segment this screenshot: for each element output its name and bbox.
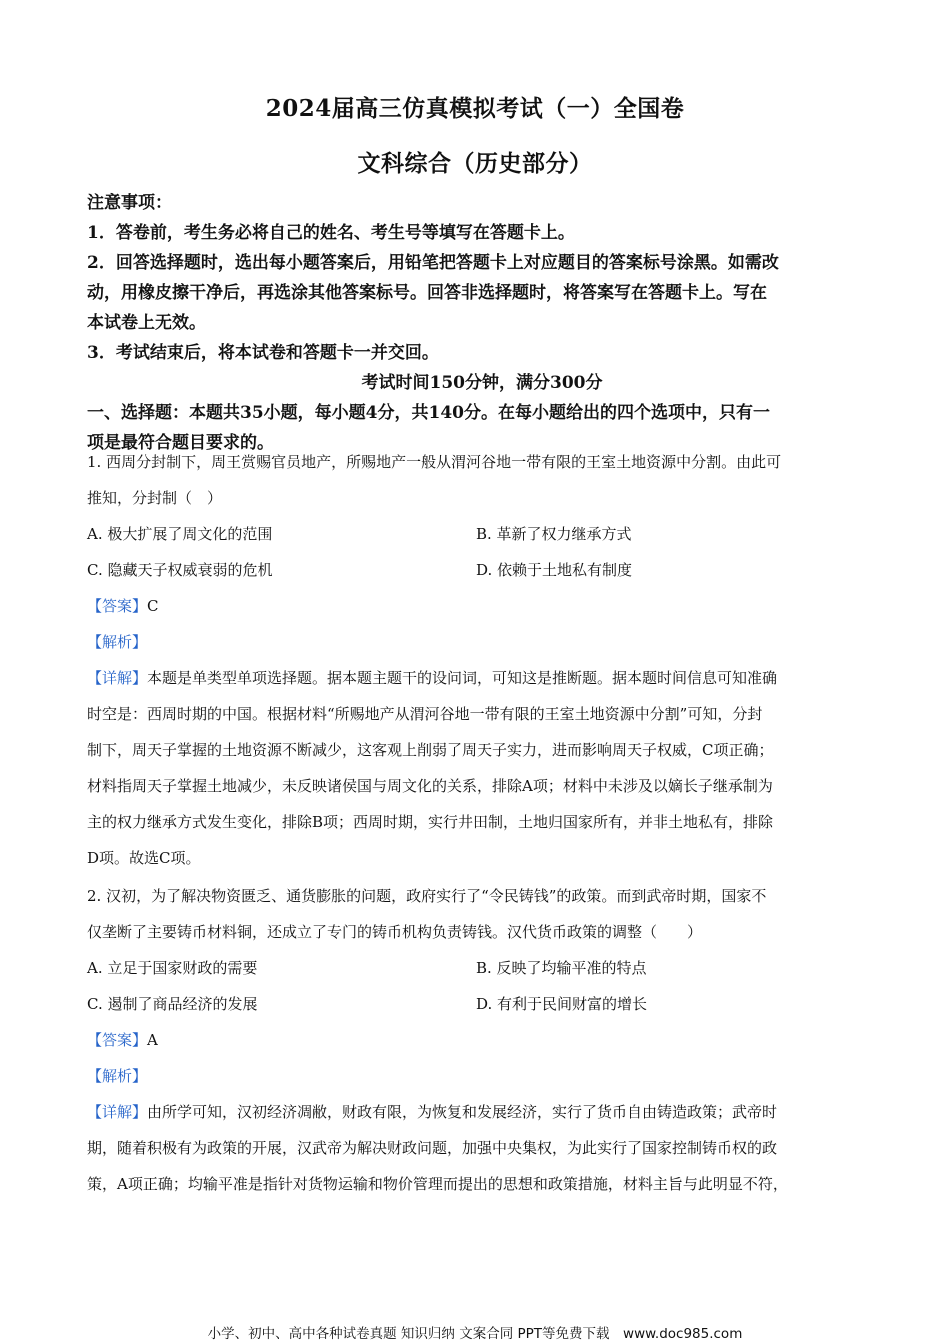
exam-title: 2024届高三仿真模拟考试（一）全国卷 xyxy=(265,95,685,122)
notice-item-1: 1．答卷前，考生务必将自己的姓名、考生号等填写在答题卡上。 xyxy=(87,223,575,243)
q2-detail-line-2: 期，随着积极有为政策的开展，汉武帝为解决财政问题，加强中央集权，为此实行了国家控制铸币权的政 xyxy=(87,1139,778,1157)
q2-answer-line xyxy=(87,1022,877,1058)
q1-stem-line-2: 推知，分封制（ ） xyxy=(87,489,223,507)
exam-time: 考试时间150分钟，满分300分 xyxy=(361,373,603,393)
q2-detail-tag: 【详解】 xyxy=(87,1103,148,1121)
q2-option-b: B. 反映了均输平准的特点 xyxy=(476,959,647,977)
q1-detail-tag: 【详解】 xyxy=(87,669,148,687)
q1-answer: C xyxy=(147,597,159,615)
q1-option-a: A. 极大扩展了周文化的范围 xyxy=(87,525,273,543)
notice-item-2-line-3: 本试卷上无效。 xyxy=(87,313,206,333)
q2-stem-line-2: 仅垄断了主要铸币材料铜，还成立了专门的铸币机构负责铸钱。汉代货币政策的调整（ ） xyxy=(87,923,703,941)
q1-stem-line-1: 1. 西周分封制下，周王赏赐官员地产，所赐地产一般从渭河谷地一带有限的王室土地资源中分割。由此可 xyxy=(87,453,782,471)
exam-subtitle: 文科综合（历史部分） xyxy=(357,150,593,177)
q1-analysis-tag: 【解析】 xyxy=(87,633,148,651)
q2-option-c: C. 遏制了商品经济的发展 xyxy=(87,995,258,1013)
q2-answer-tag: 【答案】 xyxy=(87,1031,148,1049)
notice-item-2-line-1: 2．回答选择题时，选出每小题答案后，用铅笔把答题卡上对应题目的答案标号涂黑。如需改 xyxy=(87,253,779,273)
q1-answer-line xyxy=(87,588,877,624)
q1-options-row-1 xyxy=(87,516,877,552)
section-heading-line-1: 一、选择题：本题共35小题，每小题4分，共140分。在每小题给出的四个选项中，只有一 xyxy=(87,403,770,423)
q1-option-b: B. 革新了权力继承方式 xyxy=(476,525,632,543)
q2-answer: A xyxy=(147,1031,158,1049)
q1-options-row-2 xyxy=(87,552,877,588)
question-1 xyxy=(87,444,877,876)
q1-detail-line-5: 主的权力继承方式发生变化，排除B项；西周时期，实行井田制，土地归国家所有，并非土地私有，排除 xyxy=(87,813,774,831)
q2-analysis-line xyxy=(87,1058,877,1094)
q1-answer-tag: 【答案】 xyxy=(87,597,148,615)
q2-options-row-1 xyxy=(87,950,877,986)
q1-option-c: C. 隐藏天子权威衰弱的危机 xyxy=(87,561,273,579)
q1-option-d: D. 依赖于土地私有制度 xyxy=(476,561,633,579)
q1-detail-line-4: 材料指周天子掌握土地减少，未反映诸侯国与周文化的关系，排除A项；材料中未涉及以嫡长子继承制为 xyxy=(87,777,773,795)
q2-detail-line-1: 【详解】由所学可知，汉初经济凋敝，财政有限，为恢复和发展经济，实行了货币自由铸造政策；武帝时 xyxy=(87,1103,778,1121)
q2-detail-line-3: 策，A项正确；均输平准是指针对货物运输和物价管理而提出的思想和政策措施，材料主旨与此明显不符， xyxy=(87,1175,788,1193)
notice-item-2-line-2: 动，用橡皮擦干净后，再选涂其他答案标号。回答非选择题时，将答案写在答题卡上。写在 xyxy=(87,283,767,303)
notice-section xyxy=(87,188,877,458)
page-footer: 小学、初中、高中各种试卷真题 知识归纳 文案合同 PPT等免费下载 www.doc985.com xyxy=(207,1326,743,1342)
q2-option-a: A. 立足于国家财政的需要 xyxy=(87,959,258,977)
q2-analysis-tag: 【解析】 xyxy=(87,1067,148,1085)
q2-option-d: D. 有利于民间财富的增长 xyxy=(476,995,648,1013)
q1-analysis-line xyxy=(87,624,877,660)
notice-item-3: 3．考试结束后，将本试卷和答题卡一并交回。 xyxy=(87,343,439,363)
q2-options-row-2 xyxy=(87,986,877,1022)
q1-detail-line-2: 时空是：西周时期的中国。根据材料“所赐地产从渭河谷地一带有限的王室土地资源中分割”可知，分封 xyxy=(87,705,763,723)
q1-detail-line-1: 【详解】本题是单类型单项选择题。据本题主题干的设问词，可知这是推断题。据本题时间信息可知准确 xyxy=(87,669,778,687)
q1-detail-line-3: 制下，周天子掌握的土地资源不断减少，这客观上削弱了周天子实力，进而影响周天子权威，C项正确； xyxy=(87,741,774,759)
q1-detail-line-6: D项。故选C项。 xyxy=(87,849,201,867)
notice-heading: 注意事项： xyxy=(87,193,172,213)
section-heading-line-2: 项是最符合题目要求的。 xyxy=(87,433,274,453)
q2-stem-line-1: 2. 汉初，为了解决物资匮乏、通货膨胀的问题，政府实行了“令民铸钱”的政策。而到武帝时期，国家不 xyxy=(87,887,767,905)
question-2 xyxy=(87,878,877,1202)
